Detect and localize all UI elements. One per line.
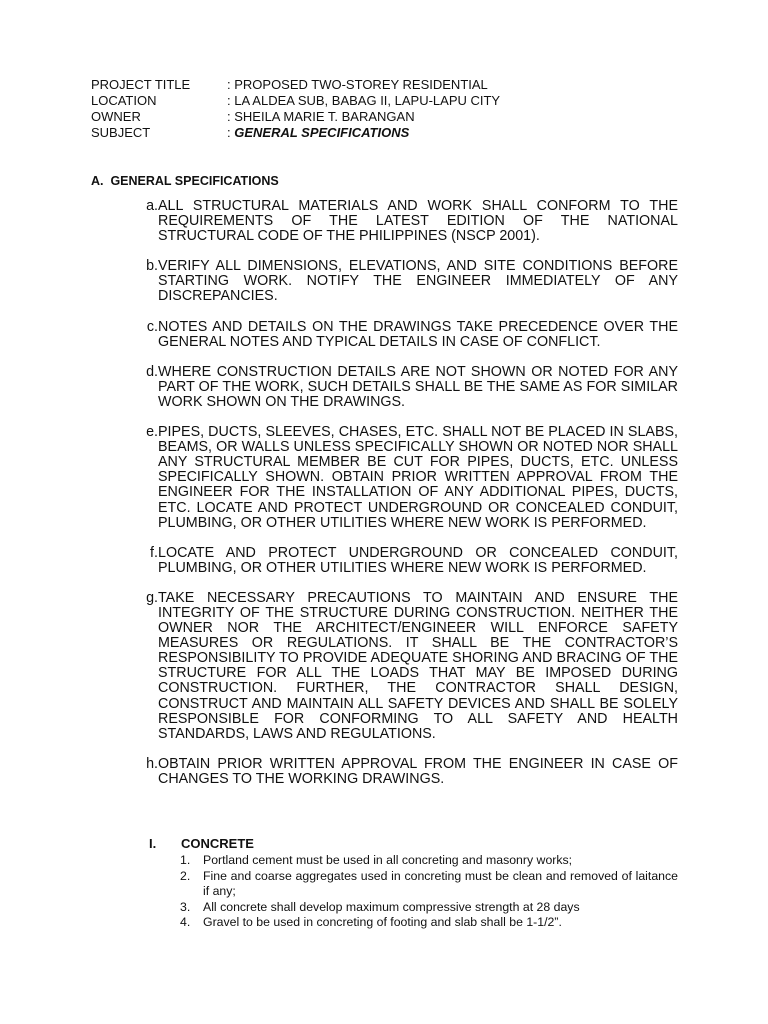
subsection-heading <box>149 836 254 852</box>
header-row-owner <box>91 109 500 125</box>
list-item <box>132 320 678 350</box>
list-item-text: Portland cement must be used in all concreting and masonry works; <box>203 853 573 867</box>
header-row-location <box>91 93 500 109</box>
header-value: : LA ALDEA SUB, BABAG II, LAPU-LAPU CITY <box>227 93 501 108</box>
list-item-letter: d. <box>146 363 158 380</box>
list-item-letter: h. <box>146 755 158 772</box>
list-item-letter: c. <box>146 318 158 335</box>
header-label: SUBJECT <box>91 125 151 140</box>
list-item-number: 2. <box>180 868 191 883</box>
list-item <box>180 869 678 900</box>
header-value: : PROPOSED TWO-STOREY RESIDENTIAL <box>227 77 488 92</box>
header-value: : SHEILA MARIE T. BARANGAN <box>227 109 415 124</box>
list-item <box>132 259 678 304</box>
list-item-letter: g. <box>146 589 158 606</box>
header-value-prefix: : <box>227 125 235 140</box>
list-item-text: LOCATE AND PROTECT UNDERGROUND OR CONCEALED CONDUIT, PLUMBING, OR OTHER UTILITIES WHERE NEW WORK IS PERFORMED. <box>158 544 678 576</box>
list-item-text: All concrete shall develop maximum compressive strength at 28 days <box>203 899 580 914</box>
list-item-number: 1. <box>180 853 191 867</box>
list-item-letter: f. <box>150 544 158 561</box>
list-item <box>132 365 678 410</box>
list-item-text: OBTAIN PRIOR WRITTEN APPROVAL FROM THE ENGINEER IN CASE OF CHANGES TO THE WORKING DRAWINGS. <box>158 755 678 787</box>
list-item-text: TAKE NECESSARY PRECAUTIONS TO MAINTAIN AND ENSURE THE INTEGRITY OF THE STRUCTURE DURING CONSTRUCTION. NEITHER THE OWNER NOR THE ARCHITECT/ENGINEER WILL ENFORCE SAFETY MEASURES OR REGULATIONS. IT SHALL BE THE CONTRACTOR’S RESPONSIBILITY TO PROVIDE ADEQUATE SHORING AND BRACING OF THE STRUCTURE FOR ALL THE LOADS THAT MAY BE IMPOSED DURING CONSTRUCTION. FURTHER, THE CONTRACTOR SHALL DESIGN, CONSTRUCT AND MAINTAIN ALL SAFETY DEVICES AND SHALL BE SOLELY RESPONSIBLE FOR CONFORMING TO ALL SAFETY AND HEALTH STANDARDS, LAWS AND REGULATIONS. <box>158 589 678 742</box>
list-item <box>132 199 678 244</box>
list-item-number: 4. <box>180 915 191 930</box>
list-item-text: Fine and coarse aggregates used in concreting must be clean and removed of laitance if any; <box>203 868 678 899</box>
list-item-text: NOTES AND DETAILS ON THE DRAWINGS TAKE PRECEDENCE OVER THE GENERAL NOTES AND TYPICAL DETAILS IN CASE OF CONFLICT. <box>158 318 678 350</box>
list-item <box>132 591 678 742</box>
section-title: A. GENERAL SPECIFICATIONS <box>91 174 279 188</box>
header-label: LOCATION <box>91 93 157 108</box>
list-item-text: PIPES, DUCTS, SLEEVES, CHASES, ETC. SHALL NOT BE PLACED IN SLABS, BEAMS, OR WALLS UNLESS SPECIFICALLY SHOWN OR NOTED NOR SHALL ANY STRUCTURAL MEMBER BE CUT FOR PIPES, DUCTS, ETC. UNLESS SPECIFICALLY SHOWN. OBTAIN PRIOR WRITTEN APPROVAL FROM THE ENGINEER FOR THE INSTALLATION OF ANY ADDITIONAL PIPES, DUCTS, ETC. LOCATE AND PROTECT UNDERGROUND OR CONCEALED CONDUIT, PLUMBING, OR OTHER UTILITIES WHERE NEW WORK IS PERFORMED. <box>158 424 678 531</box>
header-row-project-title <box>91 77 500 93</box>
header-label: PROJECT TITLE <box>91 77 191 92</box>
subsection-number: I. <box>149 836 157 851</box>
list-item-text: Gravel to be used in concreting of footing and slab shall be 1-1/2”. <box>203 915 562 930</box>
list-item <box>180 900 678 916</box>
list-item <box>132 757 678 787</box>
list-item-letter: b. <box>146 258 158 275</box>
header-value: GENERAL SPECIFICATIONS <box>234 125 410 140</box>
list-item <box>132 425 678 531</box>
document-header <box>91 77 500 141</box>
list-item-letter: e. <box>146 424 158 441</box>
specification-list <box>132 199 678 802</box>
list-item-letter: a. <box>146 198 158 214</box>
header-label: OWNER <box>91 109 141 124</box>
header-row-subject <box>91 125 500 141</box>
list-item-number: 3. <box>180 899 191 914</box>
list-item <box>132 546 678 576</box>
subsection-title: CONCRETE <box>181 836 254 851</box>
list-item-text: WHERE CONSTRUCTION DETAILS ARE NOT SHOWN OR NOTED FOR ANY PART OF THE WORK, SUCH DETAILS SHALL BE THE SAME AS FOR SIMILAR WORK SHOWN ON THE DRAWINGS. <box>158 363 678 410</box>
list-item <box>180 915 678 931</box>
list-item <box>180 853 678 869</box>
list-item-text: VERIFY ALL DIMENSIONS, ELEVATIONS, AND SITE CONDITIONS BEFORE STARTING WORK. NOTIFY THE ENGINEER IMMEDIATELY OF ANY DISCREPANCIES. <box>158 258 678 305</box>
concrete-list <box>180 853 678 931</box>
list-item-text: ALL STRUCTURAL MATERIALS AND WORK SHALL CONFORM TO THE REQUIREMENTS OF THE LATEST EDITION OF THE NATIONAL STRUCTURAL CODE OF THE PHILIPPINES (NSCP 2001). <box>158 198 678 245</box>
